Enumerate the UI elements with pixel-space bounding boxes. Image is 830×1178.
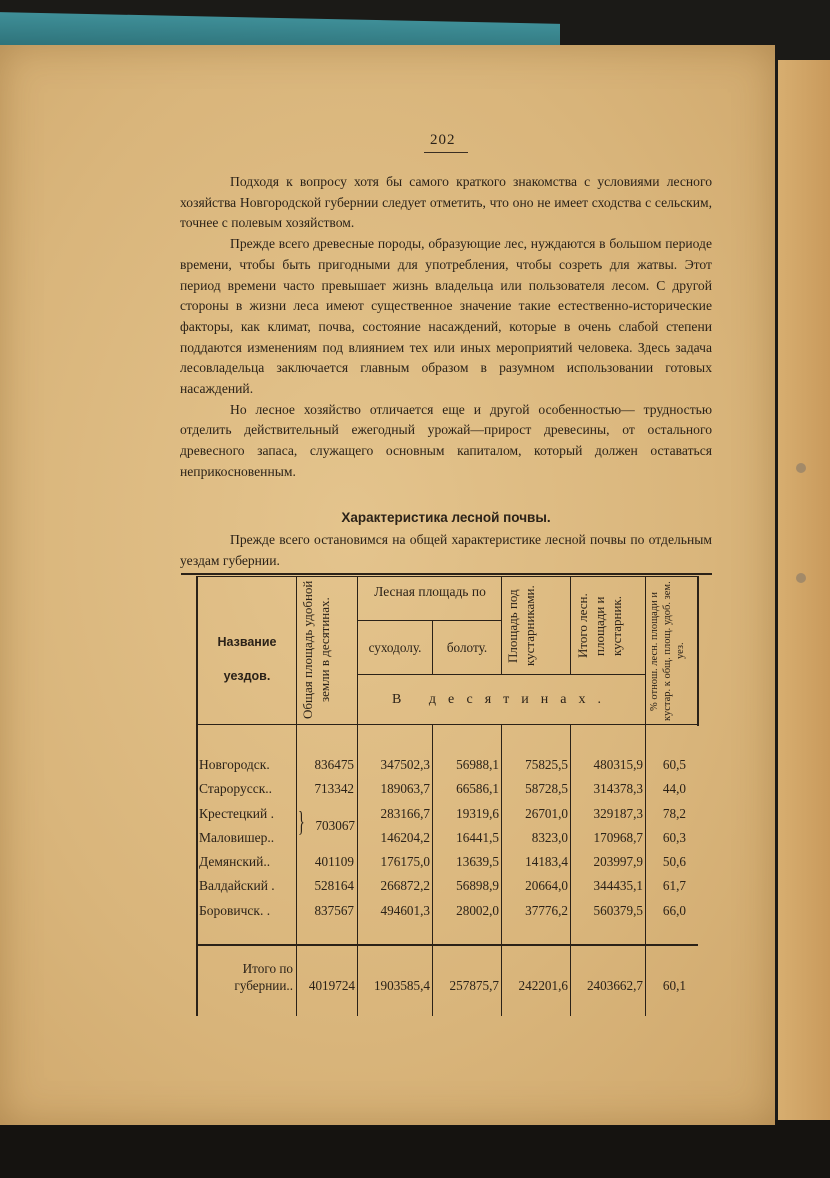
column-divider [501, 576, 502, 674]
table-top-rule-inner [196, 576, 698, 577]
cell-dry-land: 283166,7 [380, 806, 430, 821]
cell-dry-land: 1903585,4 [373, 978, 430, 993]
cell-dry-land: 266872,2 [380, 878, 430, 893]
table-border-right [697, 576, 699, 726]
bracket-mark: } [298, 807, 305, 838]
column-divider [296, 576, 297, 1016]
cell-total-forest: 2403662,7 [586, 978, 643, 993]
cell-swamp: 66586,1 [456, 781, 499, 796]
page-number-rule [424, 152, 468, 153]
cell-total-land: 713342 [314, 781, 354, 796]
column-divider [570, 576, 571, 674]
cell-dry-land: 347502,3 [380, 757, 430, 772]
cell-total-forest: 344435,1 [593, 878, 643, 893]
total-rule [196, 944, 698, 946]
page-hole-mark [796, 463, 806, 473]
paragraph: Прежде всего древесные породы, образующие лес, нуждаются в большом периоде времени, чтобы быть пригодными для употребления, чтобы созреть для жатвы. Этот период времени часто превышает жизнь владельца или пользователя лесом. С другой стороны в жизни леса имеют существенное значение такие естественно-исторические факторы, как климат, почва, состояние насаждений, которые в очень слабой степени поддаются изменениям под влиянием тех или иных мероприятий человека. Здесь задача лесовладельца заключается главным образом в разумном использовании готовых насаждений. [180, 236, 712, 397]
cell-percent: 61,7 [662, 878, 686, 893]
cell-dry-land: 176175,0 [380, 854, 430, 869]
district-name: Крестецкий . [199, 806, 274, 821]
cell-dry-land: 189063,7 [380, 781, 430, 796]
header-swamp: болоту. [446, 640, 488, 655]
cell-shrub: 242201,6 [518, 978, 568, 993]
district-name: Старорусск.. [199, 781, 272, 796]
cell-percent: 50,6 [662, 854, 686, 869]
header-bottom-rule [196, 724, 698, 725]
cell-swamp: 19319,6 [456, 806, 499, 821]
table-border-left [196, 576, 198, 1016]
cell-swamp: 13639,5 [456, 854, 499, 869]
cell-total-forest: 170968,7 [593, 830, 643, 845]
next-page-edge [778, 60, 830, 1120]
header-forest-area: Лесная площадь по [374, 584, 486, 599]
section-heading: Характеристика лесной почвы. [341, 510, 551, 525]
total-label-line1: Итого по [242, 961, 293, 976]
paragraph: Но лесное хозяйство отличается еще и другой особенностью— трудностью отделить действительный ежегодный урожай—прирост древесины, от остального древесного запаса, служащего основным капиталом, который должен оставаться неприкосновенным. [180, 401, 712, 479]
cell-swamp: 28002,0 [456, 903, 499, 918]
body-text [180, 172, 712, 483]
header-shrub-area: Площадь под кустарниками. [505, 585, 537, 667]
cell-swamp: 257875,7 [449, 978, 499, 993]
cell-total-forest: 329187,3 [593, 806, 643, 821]
cell-total-land: 837567 [314, 903, 354, 918]
cell-dry-land: 146204,2 [380, 830, 430, 845]
cell-shrub: 75825,5 [525, 757, 568, 772]
cell-total-forest: 203997,9 [593, 854, 643, 869]
district-name: Демянский.. [199, 854, 271, 869]
district-name: Новгородск. [199, 757, 270, 772]
cell-total-land: 401109 [314, 854, 354, 869]
cell-total-land-merged: 703067 [315, 818, 355, 833]
cell-shrub: 14183,4 [525, 854, 568, 869]
cell-percent: 60,5 [662, 757, 686, 772]
cell-percent: 78,2 [662, 806, 686, 821]
page-hole-mark [796, 573, 806, 583]
cell-swamp: 56898,9 [456, 878, 499, 893]
cell-shrub: 8323,0 [531, 830, 568, 845]
district-name: Маловишер.. [199, 830, 275, 845]
table-top-rule [181, 573, 712, 575]
cell-dry-land: 494601,3 [380, 903, 430, 918]
total-label-line2: губернии.. [234, 978, 293, 993]
cell-shrub: 37776,2 [525, 903, 568, 918]
cell-swamp: 16441,5 [456, 830, 499, 845]
cell-total-land: 528164 [314, 878, 354, 893]
cell-total-land: 4019724 [308, 978, 355, 993]
header-subrule [357, 674, 645, 675]
cell-shrub: 26701,0 [525, 806, 568, 821]
header-unit: В десятинах. [392, 692, 613, 707]
cell-total-land: 836475 [314, 757, 354, 772]
cell-percent: 66,0 [662, 903, 686, 918]
header-total-forest: Итого лесн. площади и кустарник. [575, 593, 624, 659]
header-district-name: Название уездов. [217, 635, 277, 683]
cell-total-forest: 560379,5 [593, 903, 643, 918]
cell-swamp: 56988,1 [456, 757, 499, 772]
cell-percent: 60,3 [662, 830, 686, 845]
header-subrule [357, 620, 501, 621]
district-name: Боровичск. . [199, 903, 271, 918]
cell-total-forest: 480315,9 [593, 757, 643, 772]
header-percent: % отнош. лесн. площади и кустар. к общ. площ. удоб. зем. уез. [649, 581, 686, 721]
page-number: 202 [430, 132, 456, 148]
cell-shrub: 58728,5 [525, 781, 568, 796]
section-intro-text: Прежде всего остановимся на общей характеристике лесной почвы по отдельным уездам губернии. [180, 532, 712, 568]
district-name: Валдайский . [199, 878, 275, 893]
cell-percent: 44,0 [662, 781, 686, 796]
header-total-land: Общая площадь удобной земли в десятинах. [300, 580, 332, 720]
header-dry-land: суходолу. [368, 640, 422, 655]
section-intro [180, 530, 712, 571]
cell-shrub: 20664,0 [525, 878, 568, 893]
paragraph: Подходя к вопросу хотя бы самого краткого знакомства с условиями лесного хозяйства Новгородской губернии следует отметить, что оно не имеет сходства с сельским, точнее с полевым хозяйством. [180, 174, 712, 231]
column-divider [432, 620, 433, 674]
cell-percent: 60,1 [662, 978, 686, 993]
background-shadow [0, 1120, 830, 1178]
cell-total-forest: 314378,3 [593, 781, 643, 796]
